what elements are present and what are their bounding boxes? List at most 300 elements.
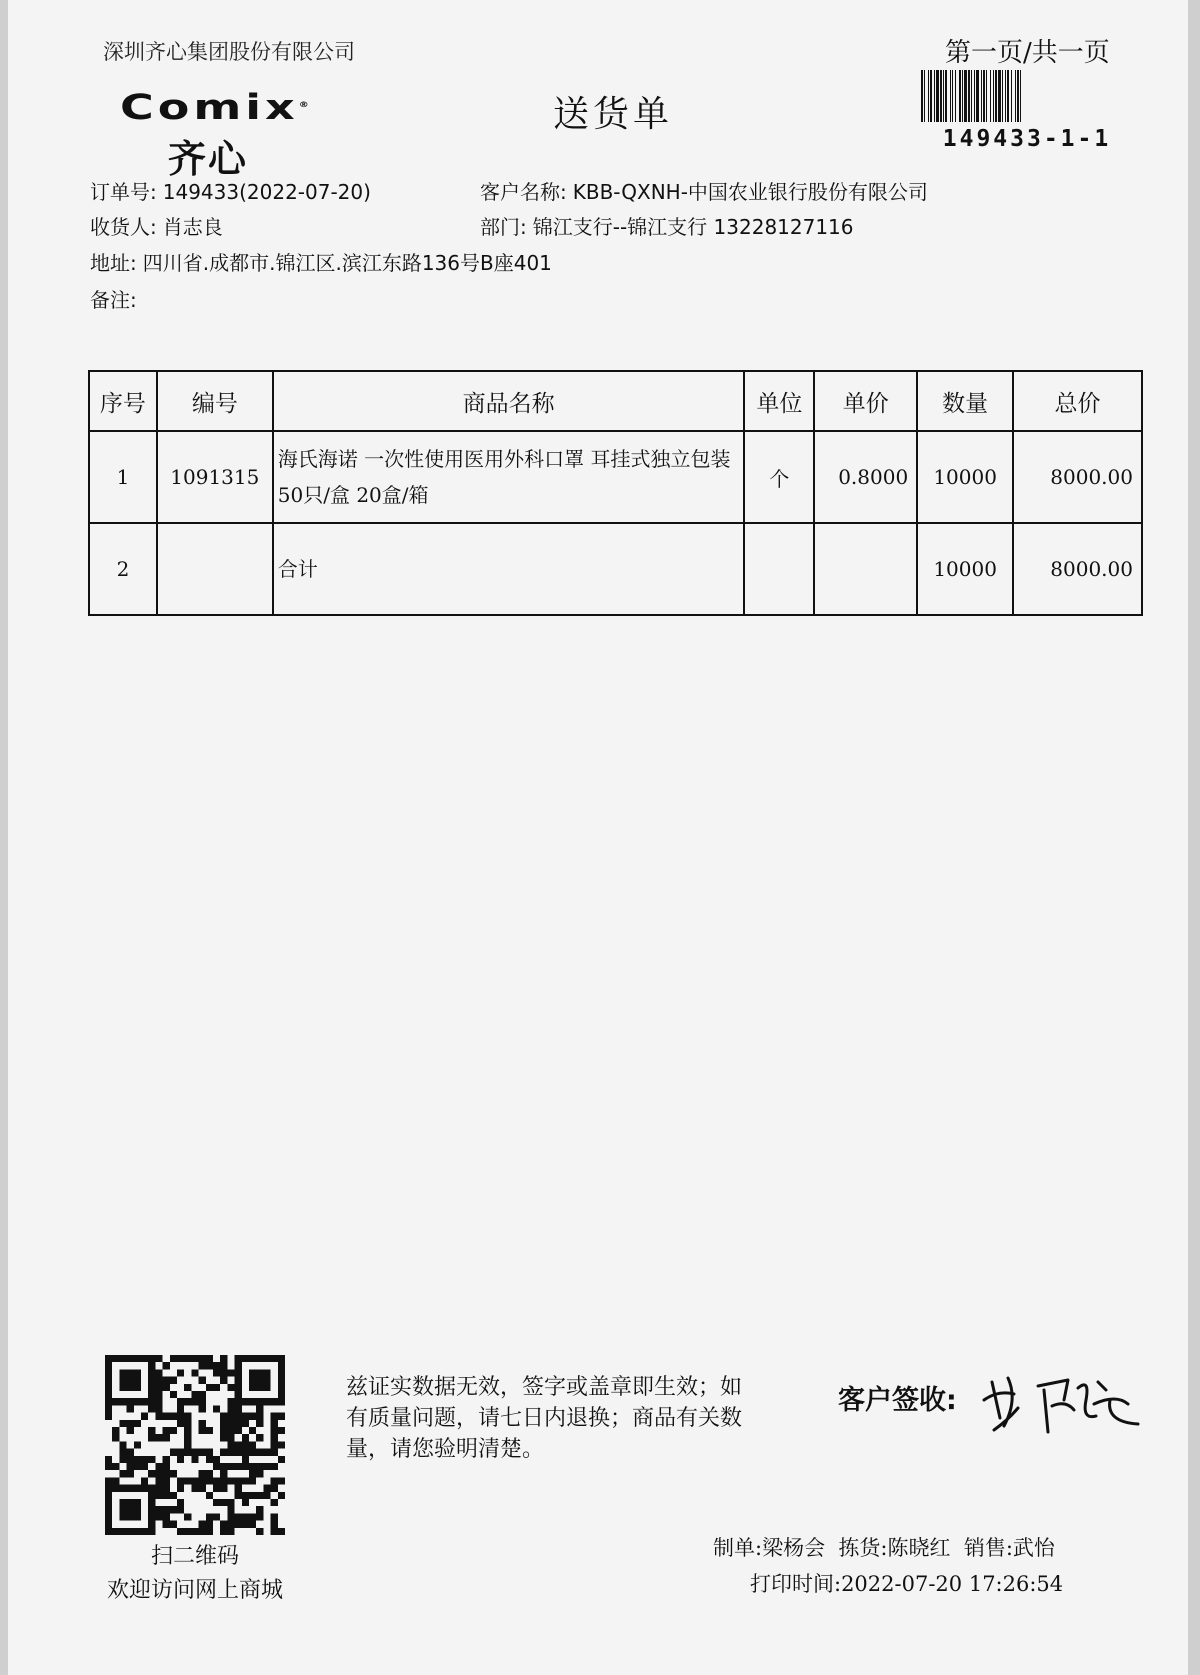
qr-module [134,1463,141,1470]
qr-module [256,1434,263,1441]
table-row-summary [89,523,1142,615]
qr-module [127,1485,134,1492]
qr-module [105,1477,112,1484]
qr-module [227,1427,234,1434]
qr-module [105,1456,112,1463]
qr-module [105,1362,112,1369]
qr-module [127,1506,134,1513]
qr-module [213,1499,220,1506]
qr-caption [90,1540,300,1608]
qr-module [278,1427,285,1434]
qr-module [242,1492,249,1499]
qr-module [220,1521,227,1528]
qr-module [105,1384,112,1391]
qr-module [271,1427,278,1434]
qr-module [170,1355,177,1362]
qr-module [249,1463,256,1470]
qr-module [170,1492,177,1499]
qr-module [148,1470,155,1477]
qr-module [127,1420,134,1427]
qr-module [199,1485,206,1492]
qr-module [134,1377,141,1384]
qr-module [235,1377,242,1384]
qr-module [184,1413,191,1420]
qr-module [105,1492,112,1499]
qr-module [220,1377,227,1384]
qr-caption-line1: 扫二维码 [150,1544,239,1569]
qr-module [249,1384,256,1391]
qr-module [213,1369,220,1376]
qr-module [199,1398,206,1405]
qr-module [112,1434,119,1441]
qr-module [155,1355,162,1362]
qr-module [127,1355,134,1362]
qr-module [227,1434,234,1441]
qr-module [141,1398,148,1405]
qr-module [213,1362,220,1369]
qr-module [184,1427,191,1434]
qr-module [134,1441,141,1448]
qr-module [148,1377,155,1384]
qr-module [148,1506,155,1513]
qr-module [227,1398,234,1405]
qr-module [105,1405,112,1412]
cell-product-name: 海氏海诺 一次性使用医用外科口罩 耳挂式独立包装 50只/盒 20盒/箱 [273,431,745,523]
qr-module [242,1477,249,1484]
qr-module [220,1420,227,1427]
qr-module [278,1391,285,1398]
qr-module [119,1456,126,1463]
qr-module [134,1420,141,1427]
qr-module [163,1492,170,1499]
handwritten-signature [978,1360,1148,1440]
cell-unit: 个 [744,431,814,523]
qr-module [177,1506,184,1513]
qr-module [227,1449,234,1456]
qr-module [184,1513,191,1520]
qr-module [206,1362,213,1369]
qr-module [263,1492,270,1499]
qr-module [206,1470,213,1477]
qr-module [177,1420,184,1427]
qr-module [112,1463,119,1470]
qr-module [235,1449,242,1456]
qr-module [249,1398,256,1405]
qr-module [220,1355,227,1362]
qr-module [263,1369,270,1376]
header-quantity: 数量 [917,371,1013,431]
qr-module [184,1384,191,1391]
qr-module [170,1449,177,1456]
qr-module [163,1377,170,1384]
qr-module [220,1362,227,1369]
qr-module [134,1369,141,1376]
qr-module [155,1506,162,1513]
qr-module [199,1420,206,1427]
qr-module [227,1528,234,1535]
qr-module [177,1413,184,1420]
table-header-row [89,371,1142,431]
qr-module [155,1391,162,1398]
qr-module [155,1470,162,1477]
qr-module [177,1449,184,1456]
qr-module [278,1355,285,1362]
barcode-gap [1021,70,1023,122]
qr-module [249,1427,256,1434]
qr-module [242,1513,249,1520]
qr-module [191,1369,198,1376]
cell-quantity: 10000 [917,431,1013,523]
qr-module [242,1413,249,1420]
qr-module [263,1377,270,1384]
qr-module [227,1506,234,1513]
qr-module [220,1463,227,1470]
qr-module [155,1413,162,1420]
page-indicator: 第一页/共一页 [945,38,1110,68]
qr-module [119,1470,126,1477]
qr-module [155,1513,162,1520]
qr-module [271,1477,278,1484]
qr-module [242,1521,249,1528]
qr-module [242,1434,249,1441]
qr-module [119,1506,126,1513]
header-unit: 单位 [744,371,814,431]
qr-module [155,1434,162,1441]
customer-name: 客户名称: KBB-QXNH-中国农业银行股份有限公司 [480,180,928,204]
cell-code: 1091315 [157,431,273,523]
qr-module [105,1506,112,1513]
barcode [921,70,1133,122]
qr-module [105,1377,112,1384]
qr-module [249,1377,256,1384]
qr-module [155,1405,162,1412]
header-index: 序号 [89,371,157,431]
qr-module [256,1369,263,1376]
qr-module [155,1477,162,1484]
qr-module [141,1463,148,1470]
qr-module [163,1362,170,1369]
qr-module [134,1456,141,1463]
qr-module [206,1384,213,1391]
qr-module [235,1369,242,1376]
qr-module [278,1528,285,1535]
qr-module [271,1499,278,1506]
qr-module [235,1398,242,1405]
cell-index: 1 [89,431,157,523]
qr-module [148,1384,155,1391]
qr-module [119,1369,126,1376]
qr-module [227,1369,234,1376]
qr-module [235,1441,242,1448]
qr-module [127,1377,134,1384]
qr-module [278,1362,285,1369]
qr-module [127,1513,134,1520]
qr-module [271,1521,278,1528]
qr-module [206,1513,213,1520]
qr-module [112,1485,119,1492]
qr-module [227,1420,234,1427]
qr-module [271,1449,278,1456]
qr-module [127,1398,134,1405]
header-product-name: 商品名称 [273,371,745,431]
qr-module [134,1513,141,1520]
qr-module [271,1441,278,1448]
qr-module [242,1441,249,1448]
receiver: 收货人: 肖志良 [90,215,223,239]
qr-module [227,1463,234,1470]
qr-module [213,1384,220,1391]
qr-module [220,1413,227,1420]
qr-module [148,1499,155,1506]
qr-module [235,1427,242,1434]
qr-module [155,1384,162,1391]
qr-module [271,1420,278,1427]
header-total: 总价 [1013,371,1142,431]
qr-module [184,1441,191,1448]
qr-module [141,1456,148,1463]
qr-module [242,1355,249,1362]
qr-module [184,1449,191,1456]
qr-module [119,1499,126,1506]
qr-module [127,1499,134,1506]
qr-module [271,1398,278,1405]
qr-module [105,1413,112,1420]
department: 部门: 锦江支行--锦江支行 13228127116 [480,215,854,239]
qr-module [177,1369,184,1376]
qr-module [119,1420,126,1427]
qr-module [127,1384,134,1391]
qr-module [242,1463,249,1470]
qr-module [271,1355,278,1362]
qr-module [148,1427,155,1434]
logo-chinese: 齐心 [168,137,249,182]
qr-module [249,1521,256,1528]
qr-module [105,1499,112,1506]
qr-module [249,1413,256,1420]
qr-module [155,1398,162,1405]
qr-module [249,1355,256,1362]
qr-module [256,1492,263,1499]
qr-module [227,1405,234,1412]
qr-module [184,1355,191,1362]
qr-module [235,1521,242,1528]
cell-unit-price [814,523,917,615]
qr-module [227,1384,234,1391]
qr-module [148,1528,155,1535]
qr-module [235,1420,242,1427]
qr-module [105,1528,112,1535]
qr-module [227,1477,234,1484]
delivery-note-sheet [8,0,1188,1675]
qr-module [127,1528,134,1535]
qr-module [119,1441,126,1448]
qr-module [141,1413,148,1420]
qr-module [191,1391,198,1398]
qr-module [199,1477,206,1484]
qr-module [148,1434,155,1441]
header-code: 编号 [157,371,273,431]
qr-module [256,1413,263,1420]
qr-module [112,1477,119,1484]
qr-module [148,1405,155,1412]
qr-module [278,1477,285,1484]
qr-module [278,1384,285,1391]
qr-module [112,1528,119,1535]
qr-module [263,1384,270,1391]
qr-module [199,1355,206,1362]
qr-module [242,1449,249,1456]
qr-module [278,1441,285,1448]
qr-module [148,1355,155,1362]
qr-module [227,1513,234,1520]
qr-module [170,1427,177,1434]
qr-module [148,1456,155,1463]
qr-module [256,1398,263,1405]
qr-module [170,1391,177,1398]
qr-module [163,1434,170,1441]
qr-module [148,1485,155,1492]
qr-module [127,1463,134,1470]
qr-module [119,1449,126,1456]
qr-module [134,1499,141,1506]
qr-module [127,1449,134,1456]
qr-module [271,1413,278,1420]
qr-module [184,1528,191,1535]
qr-module [105,1513,112,1520]
qr-module [206,1528,213,1535]
qr-module [191,1456,198,1463]
qr-module [170,1413,177,1420]
qr-module [249,1470,256,1477]
qr-module [242,1420,249,1427]
qr-module [170,1521,177,1528]
qr-module [242,1456,249,1463]
qr-module [271,1485,278,1492]
qr-module [220,1427,227,1434]
qr-module [155,1369,162,1376]
qr-module [134,1355,141,1362]
cell-product-name: 合计 [273,523,745,615]
qr-module [199,1427,206,1434]
qr-module [163,1413,170,1420]
qr-module [249,1441,256,1448]
qr-module [177,1398,184,1405]
qr-module [235,1485,242,1492]
qr-module [177,1355,184,1362]
qr-module [235,1362,242,1369]
qr-module [119,1528,126,1535]
qr-module [163,1384,170,1391]
qr-module [163,1456,170,1463]
qr-module [112,1355,119,1362]
qr-module [155,1463,162,1470]
qr-module [256,1463,263,1470]
qr-module [263,1398,270,1405]
qr-module [235,1492,242,1499]
cell-total: 8000.00 [1013,431,1142,523]
qr-module [105,1521,112,1528]
qr-module [105,1369,112,1376]
qr-module [105,1463,112,1470]
qr-module [127,1405,134,1412]
qr-module [278,1456,285,1463]
qr-module [105,1391,112,1398]
qr-module [148,1369,155,1376]
qr-module [227,1499,234,1506]
qr-module [220,1477,227,1484]
qr-module [105,1485,112,1492]
qr-module [177,1499,184,1506]
qr-module [256,1405,263,1412]
qr-module [112,1398,119,1405]
qr-module [235,1513,242,1520]
qr-module [119,1377,126,1384]
qr-module [184,1398,191,1405]
qr-module [127,1427,134,1434]
qr-module [256,1420,263,1427]
goods-table [88,370,1143,616]
cell-unit-price: 0.8000 [814,431,917,523]
qr-module [235,1405,242,1412]
qr-module [163,1427,170,1434]
qr-module [177,1456,184,1463]
qr-module [134,1398,141,1405]
qr-module [278,1369,285,1376]
qr-module [199,1377,206,1384]
qr-module [278,1398,285,1405]
qr-module [177,1528,184,1535]
qr-module [263,1463,270,1470]
qr-module [271,1463,278,1470]
qr-module [256,1377,263,1384]
qr-module [206,1492,213,1499]
qr-module [206,1355,213,1362]
qr-module [177,1485,184,1492]
qr-module [206,1427,213,1434]
qr-module [177,1405,184,1412]
qr-module [148,1398,155,1405]
notice-text: 兹证实数据无效，签字或盖章即生效；如有质量问题，请七日内退换；商品有关数量，请您验明清楚。 [346,1375,743,1462]
staff-info: 制单:梁杨会 拣货:陈晓红 销售:武怡 [713,1536,1055,1560]
table-row [89,431,1142,523]
qr-module [213,1477,220,1484]
cell-quantity: 10000 [917,523,1013,615]
customer-sign-label: 客户签收: [838,1385,957,1416]
qr-module [112,1427,119,1434]
qr-module [249,1492,256,1499]
qr-module [119,1485,126,1492]
qr-module [105,1398,112,1405]
qr-module [148,1391,155,1398]
qr-module [155,1492,162,1499]
address: 地址: 四川省.成都市.锦江区.滨江东路136号B座401 [90,251,552,275]
qr-module [256,1384,263,1391]
qr-module [105,1355,112,1362]
qr-module [163,1506,170,1513]
qr-module [256,1528,263,1535]
qr-module [155,1485,162,1492]
qr-module [127,1369,134,1376]
qr-module [213,1485,220,1492]
qr-module [170,1506,177,1513]
qr-module [256,1513,263,1520]
qr-module [163,1463,170,1470]
qr-module [235,1355,242,1362]
qr-module [127,1456,134,1463]
qr-module [184,1420,191,1427]
qr-module [191,1485,198,1492]
qr-module [220,1470,227,1477]
